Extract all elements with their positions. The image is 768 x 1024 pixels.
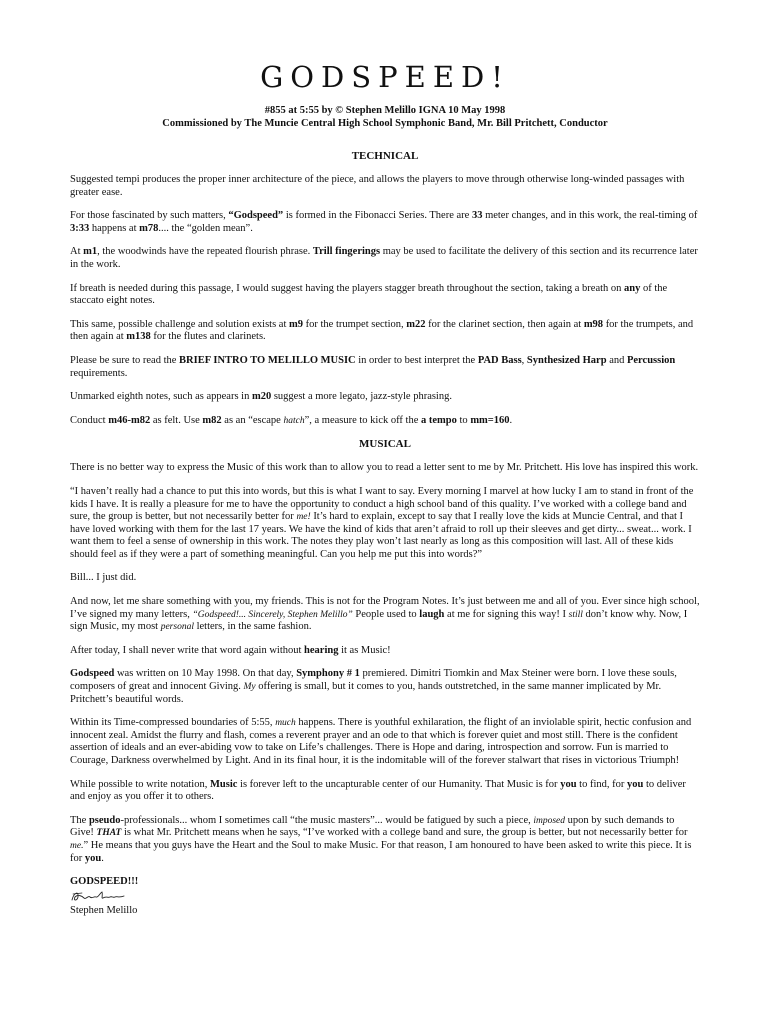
text-run: may be used to facilitate the delivery of this section and its recurrence later in the work. [70, 246, 698, 270]
text-run: Within its Time-compressed boundaries of 5:55, [70, 717, 276, 729]
signatory-name: Stephen Melillo [70, 904, 138, 916]
text-run: happens. There is youthful exhilaration, the flight of an inviolable spirit, hectic confusion and innocent zeal. Amidst the flurry and flash, comes a reverent prayer and an ode to that which is forever quiet and most still. There is the confident assertion of ideals and an ever-abiding vow to take on Life’s challenges. There is Hope and daring, introspection and sorrow. Fun is married to Courage, Darkness overwhelmed by Light. And in its final hour, it is the indomitable will of the forever stalwart that rises in victorious Triumph! [70, 717, 692, 766]
text-run: for the trumpets, and then again at [70, 318, 694, 343]
text-run: -professionals... whom I sometimes call “the music masters”... would be fatigued by such a piece, [120, 814, 534, 826]
text-run: is formed in the Fibonacci Series. There are [283, 210, 472, 222]
text-run: to [456, 414, 471, 426]
text-run: Please be sure to read the [70, 354, 180, 366]
text-run: m22 [406, 318, 426, 330]
text-run: , the woodwinds have the repeated flourish phrase. [97, 246, 313, 258]
text-run: upon by such demands to Give! [70, 814, 675, 839]
text-run: . [509, 414, 513, 426]
text-run: don’t know why. Now, I sign Music, my most [70, 608, 688, 633]
technical-notes [70, 174, 700, 427]
text-run: to find, for [576, 778, 627, 790]
text-run: Bill... I just did. [70, 572, 137, 584]
text-run: This same, possible challenge and solution exists at [70, 318, 290, 330]
closing-salutation: GODSPEED!!! [70, 876, 139, 888]
text-run: pseudo [88, 814, 121, 826]
text-run: Godspeed [70, 668, 115, 680]
paragraph [70, 486, 700, 562]
paragraph [70, 283, 700, 308]
text-run: happens at [89, 222, 140, 234]
text-run: of the staccato eight notes. [70, 282, 668, 307]
text-run: m1 [83, 246, 98, 258]
text-run: personal [160, 622, 194, 633]
musical-notes [70, 462, 700, 865]
paragraph [70, 717, 700, 767]
paragraph [70, 815, 700, 865]
text-run: “Godspeed” [228, 210, 284, 222]
paragraph [70, 779, 700, 804]
text-run: suggest a more legato, jazz-style phrasing. [271, 391, 452, 403]
text-run: was written on 10 May 1998. On that day, [114, 668, 297, 680]
text-run: premiered. Dimitri Tiomkin and Max Steiner were born. I love these souls, composers of great and innocent Giving. [70, 668, 677, 693]
paragraph [70, 462, 700, 475]
text-run: m98 [583, 318, 604, 330]
text-run: Unmarked eighth notes, such as appears in [70, 391, 252, 403]
text-run: as felt. Use [150, 414, 203, 426]
paragraph [70, 596, 700, 634]
text-run: meter changes, and in this work, the real-timing of [482, 210, 698, 222]
text-run: for the trumpet section, [303, 318, 407, 330]
section-heading-technical: TECHNICAL [351, 150, 419, 162]
text-run: BRIEF INTRO TO MELILLO MUSIC [179, 354, 356, 366]
paragraph [70, 174, 700, 199]
text-run: “Godspeed!... Sincerely, Stephen Melillo” [192, 609, 353, 620]
text-run: it as Music! [338, 644, 391, 656]
text-run: It’s hard to explain, except to say that I really love the kids at Muncie Central, and that I have loved working with them for the last 17 years. We have the kind of kids that aren’t afraid to roll up their sleeves and get dirty... sweat... work. I want them to feel a sense of ownership in this work. The notes they play won’t last nearly as long as this composition will last. All of these kids should feel as if they were a part of something meaningful. Can you help me put this into words?” [70, 511, 692, 560]
text-run: you [84, 852, 102, 864]
text-run: is forever left to the uncapturable center of our Humanity. That Music is for [237, 778, 561, 790]
text-run: There is no better way to express the Music of this work than to allow you to read a letter sent to me by Mr. Pritchett. His love has inspired this work. [70, 462, 699, 474]
text-run: a tempo [421, 414, 457, 426]
text-run: in order to best interpret the [355, 354, 478, 366]
text-run: hatch [283, 415, 305, 426]
text-run: ”, a measure to kick off the [304, 414, 422, 426]
text-run: m20 [251, 391, 272, 403]
text-run: Percussion [626, 354, 676, 366]
text-run: Synthesized Harp [526, 354, 607, 366]
text-run: to deliver and enjoy as you offer it to others. [70, 778, 686, 803]
paragraph [70, 319, 700, 344]
text-run: as an “escape [221, 414, 284, 426]
text-run: People used to [352, 608, 420, 620]
text-run: mm=160 [470, 414, 510, 426]
text-run: Music [209, 778, 238, 790]
section-heading-musical: MUSICAL [359, 438, 411, 451]
text-run: Conduct [70, 414, 109, 426]
text-run: 3:33 [70, 222, 90, 234]
text-run: for the clarinet section, then again at [425, 318, 584, 330]
text-run: For those fascinated by such matters, [70, 210, 229, 222]
text-run: . [101, 852, 104, 864]
text-run: offering is small, but it comes to you, hands outstretched, in the same manner implicated by Mr. Pritchett’s beautiful words. [70, 681, 662, 705]
text-run: My [243, 682, 256, 693]
text-run: and [606, 354, 627, 366]
text-run: , [521, 354, 527, 366]
text-run: The [70, 814, 89, 826]
paragraph [70, 391, 700, 404]
text-run: at me for signing this way! I [444, 608, 569, 620]
text-run: me! [296, 512, 311, 523]
text-run: After today, I shall never write that word again without [70, 644, 305, 656]
text-run: If breath is needed during this passage, I would suggest having the players stagger breath throughout the section, taking a breath on [70, 282, 625, 294]
text-run: And now, let me share something with you, my friends. This is not for the Program Notes. It’s just between me and all of you. Ever since high school, I’ve signed my many letters, [70, 596, 700, 620]
text-run: still [568, 609, 583, 620]
paragraph [70, 246, 700, 271]
text-run: m46-m82 [108, 414, 151, 426]
document-page [70, 60, 700, 917]
text-run: 33 [471, 210, 483, 222]
text-run: is what Mr. Pritchett means when he says, “I’ve worked with a college band and sure, the group is better, but not necessarily better for [121, 827, 688, 839]
text-run: you [560, 778, 577, 790]
text-run: for the flutes and clarinets. [150, 331, 266, 343]
text-run: .... the “golden mean”. [158, 222, 253, 234]
text-run: me. [70, 840, 84, 851]
text-run: Suggested tempi produces the proper inner architecture of the piece, and allows the players to move through otherwise long-winded passages with greater ease. [70, 174, 685, 198]
text-run: hearing [304, 644, 339, 656]
work-info: #855 at 5:55 by © Stephen Melillo IGNA 10 May 1998 [264, 105, 506, 116]
text-run: PAD Bass [477, 354, 522, 366]
text-run: requirements. [70, 367, 128, 379]
paragraph [70, 668, 700, 706]
text-run: “I haven’t really had a chance to put this into words, but this is what I want to say. Every morning I marvel at how lucky I am to stand in front of the kids I have. It is really a pleasure for me to have the opportunity to conduct a high school band of this quality. I’ve worked with a college band and sure, the group is better, but not necessarily better for [70, 485, 694, 523]
text-run: m9 [289, 318, 304, 330]
paragraph [70, 415, 700, 428]
paragraph [70, 572, 700, 585]
text-run: Symphony # 1 [296, 668, 360, 680]
text-run: THAT [96, 828, 122, 839]
text-run: ” He means that you guys have the Heart and the Soul to make Music. For that reason, I am honoured to have been asked to write this piece. It is for [70, 839, 692, 864]
handwritten-signature [70, 889, 126, 903]
text-run: letters, in the same fashion. [193, 621, 312, 633]
paragraph [70, 355, 700, 380]
text-run: At [70, 246, 84, 258]
text-run: Trill fingerings [312, 246, 381, 258]
text-run: much [275, 718, 296, 729]
text-run: you [626, 778, 644, 790]
document-title: GODSPEED! [260, 60, 510, 94]
text-run: any [624, 282, 641, 294]
paragraph [70, 645, 700, 658]
paragraph [70, 210, 700, 235]
text-run: m138 [126, 331, 151, 343]
text-run: m78 [139, 222, 159, 234]
commission-info: Commissioned by The Muncie Central High School Symphonic Band, Mr. Bill Pritchett, Conductor [162, 118, 608, 129]
text-run: laugh [419, 608, 445, 620]
text-run: imposed [533, 815, 566, 826]
text-run: m82 [202, 414, 222, 426]
text-run: While possible to write notation, [70, 778, 210, 790]
